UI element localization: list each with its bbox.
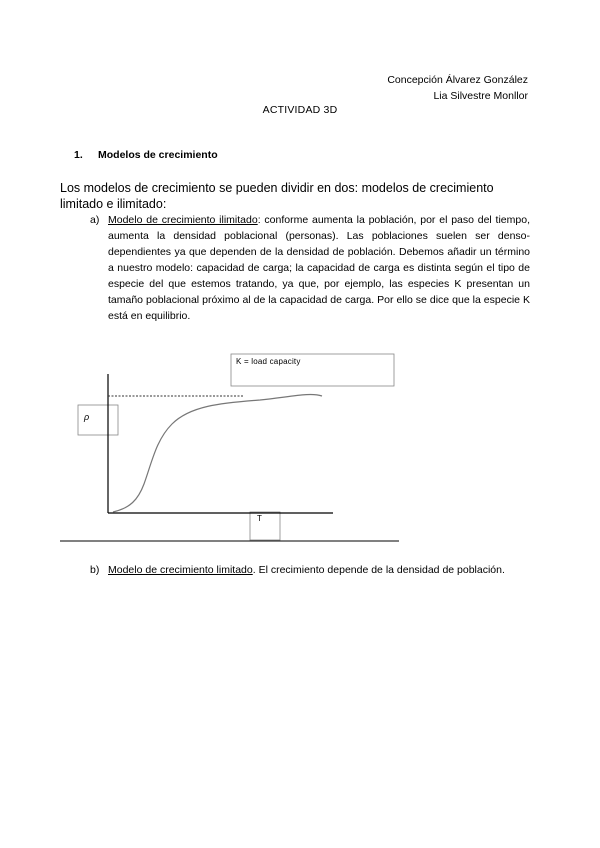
x-label-box (250, 512, 280, 540)
item-text: . El crecimiento depende de la densidad de población. (252, 564, 505, 576)
item-text: : conforme aumenta la población, por el paso del tiempo, aumenta la densidad poblacional (personas). Las poblaciones suelen ser denso-dependientes ya que dependen de la densidad de población. Debemos añadir un término a nuestro modelo: capacidad de carga; la capacidad de carga es distinta según el tipo de especie del que estemos tratando, ya que, por ejemplo, las especies K presentan un tamaño poblacional próximo al de la capacidad de carga. Por ello se dice que la especie K está en equilibrio. (108, 214, 530, 322)
author-name: Lia Silvestre Monllor (433, 90, 528, 102)
list-item-unlimited (90, 212, 530, 324)
x-axis-label: T (257, 514, 262, 523)
k-label: K = load capacity (236, 357, 301, 366)
list-marker: b) (90, 564, 100, 576)
list-marker: a) (90, 214, 100, 226)
list-item-body (108, 562, 530, 578)
section-heading (74, 149, 218, 161)
growth-diagram (60, 352, 405, 544)
author-name: Concepción Álvarez González (387, 74, 528, 86)
section-number: 1. (74, 149, 83, 161)
activity-title: ACTIVIDAD 3D (262, 104, 338, 116)
list-item-body (108, 212, 530, 324)
item-title: Modelo de crecimiento ilimitado (108, 214, 258, 226)
intro-paragraph: Los modelos de crecimiento se pueden dividir en dos: modelos de crecimiento limitado e ilimitado: (60, 181, 494, 211)
list-item-limited (90, 562, 530, 578)
y-axis-label: ρ (84, 412, 90, 422)
item-title: Modelo de crecimiento limitado (108, 564, 253, 576)
section-title: Modelos de crecimiento (98, 149, 218, 161)
author-block (387, 72, 528, 104)
growth-figure (60, 352, 405, 544)
logistic-curve (113, 395, 322, 512)
